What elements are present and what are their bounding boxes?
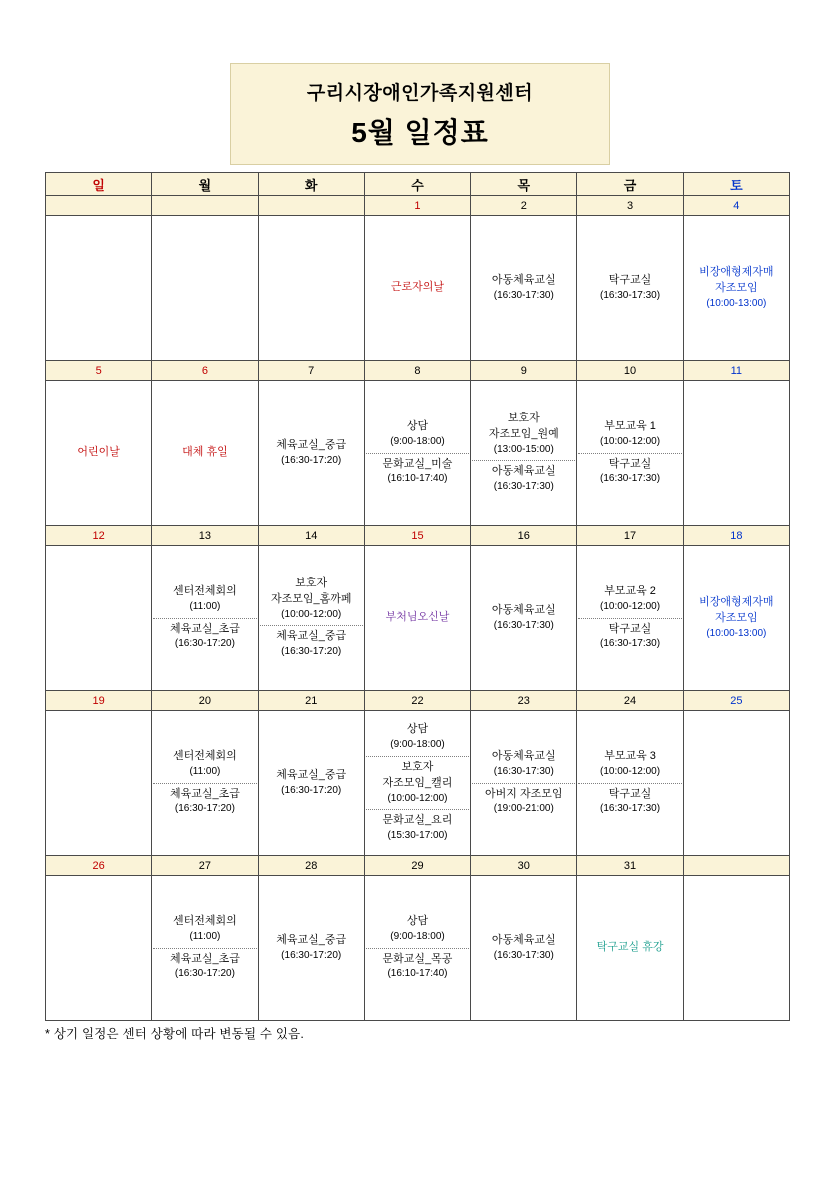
event-item[interactable] [153,911,256,947]
weekday-header-2: 화 [258,173,364,196]
event-item[interactable] [366,277,469,299]
day-cell[interactable] [258,546,364,691]
event-name: 비장애형제자매 [699,265,774,278]
event-name: 탁구교실 [608,622,652,635]
event-name: 센터전체회의 [173,750,237,763]
event-name: 체육교실_중급 [276,933,347,946]
event-time: (16:30-17:30) [493,289,554,301]
day-cell-inner [365,381,470,525]
day-cell[interactable] [46,711,152,856]
event-name: 아동체육교실 [491,933,556,946]
event-time: (16:30-17:30) [493,949,554,961]
day-cell[interactable] [152,546,258,691]
date-number-cell: 2 [471,196,577,216]
event-name: 탁구교실 [608,787,652,800]
day-cell[interactable] [471,546,577,691]
event-item[interactable] [260,625,363,662]
day-cell-inner [365,546,470,690]
title-block [230,63,610,165]
day-cell[interactable] [46,876,152,1021]
event-time: (16:30-17:30) [600,638,661,650]
day-cell[interactable] [577,546,683,691]
day-cell[interactable] [683,711,789,856]
event-time: (10:00-12:00) [600,436,661,447]
event-time: (16:30-17:20) [174,968,235,980]
date-number-cell: 25 [683,691,789,711]
date-number-cell: 29 [364,856,470,876]
event-time: (16:30-17:20) [174,803,235,815]
event-name: 부모교육 2 [604,585,656,598]
event-item[interactable] [260,435,363,471]
event-name: 체육교실_중급 [276,438,347,451]
date-number-cell: 26 [46,856,152,876]
event-item[interactable] [366,911,469,947]
day-cell[interactable] [46,546,152,691]
event-name: 부모교육 3 [604,750,656,763]
day-cell-inner [46,711,151,855]
date-number-cell: 28 [258,856,364,876]
week-events-row [46,876,790,1021]
event-item[interactable] [578,746,681,782]
weekday-header-6: 토 [683,173,789,196]
event-item[interactable] [366,719,469,755]
event-name: 탁구교실 [608,273,652,286]
event-time: (16:30-17:30) [493,481,554,493]
event-item[interactable] [472,408,575,460]
day-cell-inner [152,546,257,690]
day-cell[interactable] [577,216,683,361]
event-time: (9:00-18:00) [390,931,445,942]
date-number-cell: 22 [364,691,470,711]
day-cell-inner [471,381,576,525]
day-cell[interactable] [577,711,683,856]
event-item[interactable] [153,948,256,985]
event-name: 체육교실_중급 [276,768,347,781]
day-cell-inner [471,216,576,360]
day-cell-inner [365,876,470,1020]
event-subname: 자조모임_홈까페 [270,593,352,606]
event-name: 상담 [406,723,429,736]
day-cell-inner [46,216,151,360]
day-cell[interactable] [364,711,470,856]
event-time: (16:30-17:20) [281,949,342,961]
event-time: (10:00-12:00) [600,766,661,777]
date-number-cell: 14 [258,526,364,546]
day-cell-inner [684,546,789,690]
event-item[interactable] [578,618,681,655]
event-item[interactable] [260,573,363,625]
event-name: 탁구교실 휴강 [596,941,664,954]
event-time: (13:00-15:00) [493,443,554,455]
day-cell[interactable] [46,216,152,361]
event-time: (11:00) [189,601,221,612]
day-cell[interactable] [152,216,258,361]
event-item[interactable] [260,765,363,801]
date-number-cell: 12 [46,526,152,546]
event-item[interactable] [472,600,575,636]
day-cell-inner [259,711,364,855]
weekday-header-1: 월 [152,173,258,196]
day-cell-inner [259,546,364,690]
date-number-row [46,856,790,876]
event-item[interactable] [260,930,363,966]
event-name: 근로자의날 [390,281,445,294]
event-name: 대체 휴일 [182,446,228,459]
weekday-header-row [46,173,790,196]
date-number-row [46,691,790,711]
day-cell[interactable] [152,381,258,526]
date-number-cell: 17 [577,526,683,546]
event-item[interactable] [685,262,788,314]
event-name: 아버지 자조모임 [485,787,563,800]
day-cell-inner [577,876,682,1020]
date-number-cell: 23 [471,691,577,711]
event-time: (16:10-17:40) [387,473,448,485]
event-time: (16:30-17:20) [174,638,235,650]
day-cell[interactable] [683,381,789,526]
event-time: (19:00-21:00) [493,803,554,815]
weekday-header-5: 금 [577,173,683,196]
event-item[interactable] [578,783,681,820]
weekday-header-0: 일 [46,173,152,196]
calendar-body [46,196,790,1021]
date-number-cell: 20 [152,691,258,711]
event-subname: 자조모임_원예 [488,428,559,441]
event-time: (16:30-17:30) [600,289,661,301]
day-cell-inner [46,876,151,1020]
event-time: (10:00-13:00) [706,297,767,309]
day-cell-inner [471,711,576,855]
event-name: 센터전체회의 [173,585,237,598]
date-number-cell: 27 [152,856,258,876]
event-name: 탁구교실 [608,457,652,470]
event-time: (11:00) [189,931,221,942]
event-item[interactable] [153,783,256,820]
event-name: 부모교육 1 [604,420,656,433]
day-cell[interactable] [152,711,258,856]
week-events-row [46,216,790,361]
monthly-calendar-table [45,172,790,1021]
event-item[interactable] [472,746,575,782]
day-cell-inner [471,876,576,1020]
day-cell-inner [684,711,789,855]
day-cell[interactable] [577,381,683,526]
event-time: (10:00-12:00) [387,792,448,804]
date-number-cell: 21 [258,691,364,711]
week-events-row [46,381,790,526]
day-cell-inner [46,546,151,690]
event-item[interactable] [578,581,681,617]
weekday-header-3: 수 [364,173,470,196]
event-name: 보호자 [507,412,540,425]
event-item[interactable] [578,937,681,959]
event-time: (16:30-17:20) [281,646,342,658]
event-time: (16:30-17:20) [281,784,342,796]
date-number-cell: 30 [471,856,577,876]
event-name: 체육교실_중급 [276,630,347,643]
day-cell[interactable] [258,381,364,526]
date-number-cell: 1 [364,196,470,216]
event-item[interactable] [366,607,469,629]
day-cell-inner [152,381,257,525]
event-time: (9:00-18:00) [390,739,445,751]
day-cell-inner [152,216,257,360]
event-item[interactable] [366,756,469,809]
day-cell-inner [259,876,364,1020]
date-number-cell [258,196,364,216]
event-item[interactable] [47,442,150,464]
event-time: (10:00-12:00) [281,608,342,620]
weekday-header-4: 목 [471,173,577,196]
event-name: 문화교실_목공 [382,952,453,965]
event-subname: 자조모임_캘리 [382,776,453,789]
event-item[interactable] [472,270,575,306]
date-number-cell [683,856,789,876]
event-name: 체육교실_초급 [169,787,240,800]
date-number-cell: 16 [471,526,577,546]
event-time: (16:30-17:30) [600,473,661,485]
event-name: 아동체육교실 [491,273,556,286]
day-cell[interactable] [471,381,577,526]
date-number-cell: 13 [152,526,258,546]
event-name: 문화교실_미술 [382,457,453,470]
event-time: (15:30-17:00) [387,830,448,842]
day-cell-inner [577,216,682,360]
event-name: 비장애형제자매 [699,595,774,608]
day-cell[interactable] [683,546,789,691]
day-cell-inner [46,381,151,525]
event-time: (10:00-12:00) [600,601,661,612]
event-item[interactable] [578,270,681,306]
day-cell-inner [259,216,364,360]
date-number-row [46,526,790,546]
day-cell-inner [684,216,789,360]
day-cell[interactable] [471,216,577,361]
day-cell[interactable] [577,876,683,1021]
date-number-cell: 8 [364,361,470,381]
event-subname: 자조모임 [715,611,758,624]
day-cell[interactable] [152,876,258,1021]
event-name: 아동체육교실 [491,465,556,478]
event-item[interactable] [153,581,256,617]
date-number-cell: 31 [577,856,683,876]
event-name: 아동체육교실 [491,603,556,616]
date-number-cell: 11 [683,361,789,381]
event-time: (16:30-17:30) [493,766,554,777]
event-item[interactable] [366,416,469,452]
event-subname: 자조모임 [715,281,758,294]
event-time: (10:00-13:00) [706,627,767,639]
event-name: 부처님오신날 [385,611,450,624]
event-time: (16:30-17:20) [281,454,342,466]
day-cell[interactable] [46,381,152,526]
event-name: 상담 [406,420,429,433]
event-item[interactable] [366,453,469,490]
date-number-cell: 10 [577,361,683,381]
event-name: 상담 [406,915,429,928]
day-cell-inner [365,216,470,360]
date-number-cell: 18 [683,526,789,546]
day-cell[interactable] [683,216,789,361]
date-number-cell: 24 [577,691,683,711]
event-name: 체육교실_초급 [169,952,240,965]
footnote-text: * 상기 일정은 센터 상황에 따라 변동될 수 있음. [45,1027,305,1041]
page-title: 5월 일정표 [351,116,489,148]
day-cell-inner [365,711,470,855]
day-cell-inner [152,876,257,1020]
date-number-row [46,361,790,381]
event-item[interactable] [153,442,256,464]
day-cell[interactable] [683,876,789,1021]
day-cell-inner [577,381,682,525]
date-number-cell: 19 [46,691,152,711]
date-number-row [46,196,790,216]
day-cell[interactable] [471,876,577,1021]
event-name: 문화교실_요리 [382,814,453,827]
day-cell[interactable] [258,216,364,361]
event-name: 어린이날 [77,446,120,459]
date-number-cell: 3 [577,196,683,216]
event-item[interactable] [472,783,575,820]
event-item[interactable] [578,453,681,490]
event-name: 아동체육교실 [491,750,556,763]
day-cell[interactable] [364,381,470,526]
event-time: (9:00-18:00) [390,436,445,447]
date-number-cell: 9 [471,361,577,381]
day-cell-inner [684,381,789,525]
event-time: (16:30-17:30) [600,803,661,815]
date-number-cell: 15 [364,526,470,546]
day-cell[interactable] [364,216,470,361]
date-number-cell: 6 [152,361,258,381]
event-item[interactable] [472,460,575,497]
event-item[interactable] [472,930,575,966]
event-name: 보호자 [295,577,328,590]
day-cell-inner [152,711,257,855]
event-name: 보호자 [401,760,434,773]
week-events-row [46,711,790,856]
event-item[interactable] [153,746,256,782]
event-time: (16:30-17:30) [493,619,554,631]
event-item[interactable] [685,592,788,644]
date-number-cell: 7 [258,361,364,381]
date-number-cell [152,196,258,216]
day-cell-inner [259,381,364,525]
day-cell[interactable] [471,711,577,856]
date-number-cell: 5 [46,361,152,381]
event-item[interactable] [366,948,469,985]
day-cell[interactable] [258,876,364,1021]
event-time: (16:10-17:40) [387,968,448,980]
event-item[interactable] [366,809,469,846]
week-events-row [46,546,790,691]
day-cell[interactable] [364,876,470,1021]
event-name: 체육교실_초급 [169,622,240,635]
date-number-cell: 4 [683,196,789,216]
event-time: (11:00) [189,766,221,777]
date-number-cell [46,196,152,216]
day-cell-inner [577,711,682,855]
day-cell[interactable] [364,546,470,691]
day-cell-inner [577,546,682,690]
event-name: 센터전체회의 [173,915,237,928]
organization-name: 구리시장애인가족지원센터 [306,82,534,104]
event-item[interactable] [578,416,681,452]
day-cell[interactable] [258,711,364,856]
day-cell-inner [684,876,789,1020]
event-item[interactable] [153,618,256,655]
day-cell-inner [471,546,576,690]
